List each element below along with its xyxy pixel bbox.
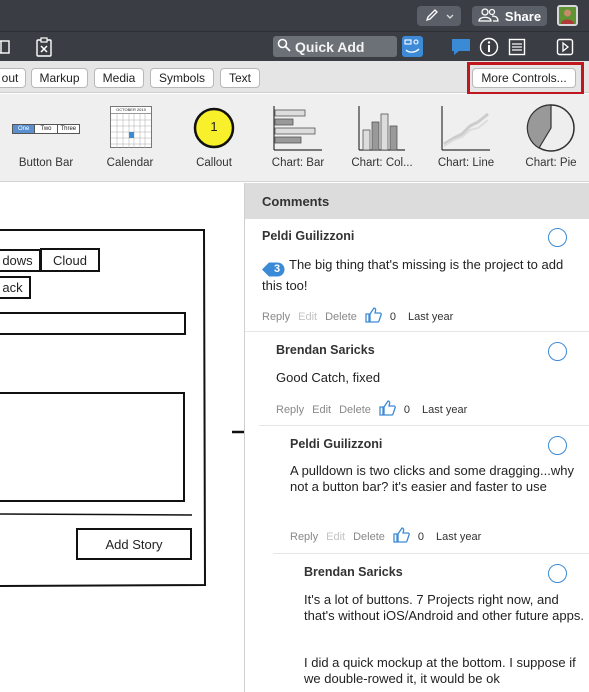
comment-author: Peldi Guilizzoni — [290, 437, 383, 451]
badge-number: 3 — [273, 263, 281, 275]
clipboard-delete-icon[interactable] — [33, 36, 55, 58]
palette-chart-pie[interactable] — [515, 94, 587, 182]
more-controls-button[interactable]: More Controls... — [472, 68, 576, 88]
share-button[interactable] — [472, 6, 547, 26]
pencil-icon — [425, 8, 441, 25]
comment-text: I did a quick mockup at the bottom. I suppose if we double-rowed it, it would be ok — [304, 655, 576, 686]
column-chart-icon — [355, 104, 407, 152]
comment-actions — [290, 527, 481, 546]
like-count: 0 — [403, 403, 411, 416]
comment-time: Last year — [422, 403, 468, 416]
comment-time: Last year — [408, 310, 454, 323]
comment-text — [262, 257, 567, 294]
edit-link[interactable]: Edit — [298, 310, 318, 323]
palette-label: Chart: Col... — [351, 157, 413, 169]
play-icon[interactable] — [554, 36, 576, 58]
palette-chart-bar[interactable] — [262, 94, 334, 182]
comment-text: It's a lot of buttons. 7 Projects right now, and that's without iOS/Android and other future apps. — [304, 592, 584, 623]
callout-number: 1 — [210, 119, 218, 134]
palette-label: Calendar — [106, 157, 154, 169]
info-icon[interactable] — [478, 36, 500, 58]
comment-actions — [276, 400, 467, 419]
resolve-circle-icon[interactable] — [548, 564, 567, 583]
edit-link[interactable]: Edit — [312, 403, 332, 416]
quick-add-label: Quick Add — [295, 38, 365, 55]
thumbs-up-icon[interactable] — [393, 527, 410, 546]
delete-link[interactable]: Delete — [339, 403, 371, 416]
button-bar-thumbnail — [12, 124, 80, 134]
category-text-button[interactable]: Text — [220, 68, 260, 88]
edit-link[interactable]: Edit — [326, 530, 346, 543]
comment-author: Brendan Saricks — [304, 565, 403, 579]
callout-badge-icon[interactable] — [262, 261, 286, 278]
palette-label: Button Bar — [18, 157, 74, 169]
share-label: Share — [504, 8, 542, 24]
mockup-canvas[interactable] — [0, 183, 244, 692]
comment-icon[interactable] — [450, 36, 472, 58]
resolve-circle-icon[interactable] — [548, 436, 567, 455]
text-input[interactable] — [0, 312, 186, 335]
palette-chart-column[interactable] — [346, 94, 418, 182]
palette-label: Chart: Pie — [525, 157, 577, 169]
palette-callout[interactable] — [180, 94, 248, 182]
like-count: 0 — [417, 530, 425, 543]
comment-item — [287, 555, 589, 692]
comment-item — [245, 219, 589, 332]
thumbs-up-icon[interactable] — [365, 307, 382, 326]
text-area[interactable] — [0, 392, 185, 502]
button-bar-segment: Two — [34, 125, 56, 133]
delete-link[interactable]: Delete — [325, 310, 357, 323]
comment-text: Good Catch, fixed — [276, 370, 381, 385]
like-count: 0 — [389, 310, 397, 323]
button-bar-segment: One — [13, 125, 34, 133]
add-story-button[interactable]: Add Story — [76, 528, 192, 560]
avatar[interactable] — [557, 5, 578, 26]
comment-time: Last year — [436, 530, 482, 543]
reply-link[interactable]: Reply — [290, 530, 319, 543]
calendar-header: OCTOBER 2019 — [111, 107, 151, 114]
panel-icon[interactable] — [0, 36, 14, 58]
document-list-icon[interactable] — [506, 36, 528, 58]
comment-item — [259, 333, 589, 426]
search-icon — [277, 38, 291, 55]
toolbar — [0, 31, 589, 61]
title-bar — [0, 0, 589, 31]
category-media-button[interactable]: Media — [94, 68, 144, 88]
reply-link[interactable]: Reply — [262, 310, 291, 323]
category-layout-button[interactable]: out — [0, 68, 26, 88]
reply-link[interactable]: Reply — [276, 403, 305, 416]
category-symbols-button[interactable]: Symbols — [150, 68, 214, 88]
comment-actions — [262, 307, 453, 326]
tab-cloud[interactable]: Cloud — [40, 248, 100, 272]
palette-chart-line[interactable] — [430, 94, 502, 182]
control-palette — [0, 94, 589, 182]
palette-label: Chart: Bar — [271, 157, 325, 169]
pie-chart-icon — [525, 102, 577, 154]
palette-label: Chart: Line — [437, 157, 495, 169]
comments-panel — [244, 183, 589, 692]
resolve-circle-icon[interactable] — [548, 228, 567, 247]
category-markup-button[interactable]: Markup — [31, 68, 88, 88]
resolve-circle-icon[interactable] — [548, 342, 567, 361]
ui-library-icon[interactable] — [402, 36, 423, 57]
calendar-thumbnail — [110, 106, 152, 148]
quick-add-input[interactable] — [273, 36, 397, 57]
back-button[interactable]: ack — [0, 276, 31, 299]
palette-button-bar[interactable] — [5, 94, 87, 182]
line-chart-icon — [440, 104, 492, 152]
palette-label: Callout — [196, 157, 232, 169]
delete-link[interactable]: Delete — [353, 530, 385, 543]
comment-item — [273, 427, 589, 554]
comment-text: A pulldown is two clicks and some dragging...why not a button bar? it's easier and faster to use — [290, 463, 574, 494]
tab-windows[interactable]: dows — [0, 249, 41, 272]
comment-author: Peldi Guilizzoni — [262, 229, 355, 243]
comment-body: The big thing that's missing is the project to add this too! — [262, 257, 564, 293]
edit-mode-dropdown[interactable] — [417, 6, 461, 26]
highlight-box — [467, 62, 584, 95]
users-icon — [478, 8, 500, 25]
thumbs-up-icon[interactable] — [379, 400, 396, 419]
bar-chart-icon — [272, 104, 324, 152]
comments-title: Comments — [245, 183, 589, 219]
palette-calendar[interactable] — [95, 94, 165, 182]
calendar-grid-icon — [111, 114, 151, 148]
comment-author: Brendan Saricks — [276, 343, 375, 357]
chevron-down-icon — [446, 9, 454, 23]
button-bar-segment: Three — [57, 125, 79, 133]
